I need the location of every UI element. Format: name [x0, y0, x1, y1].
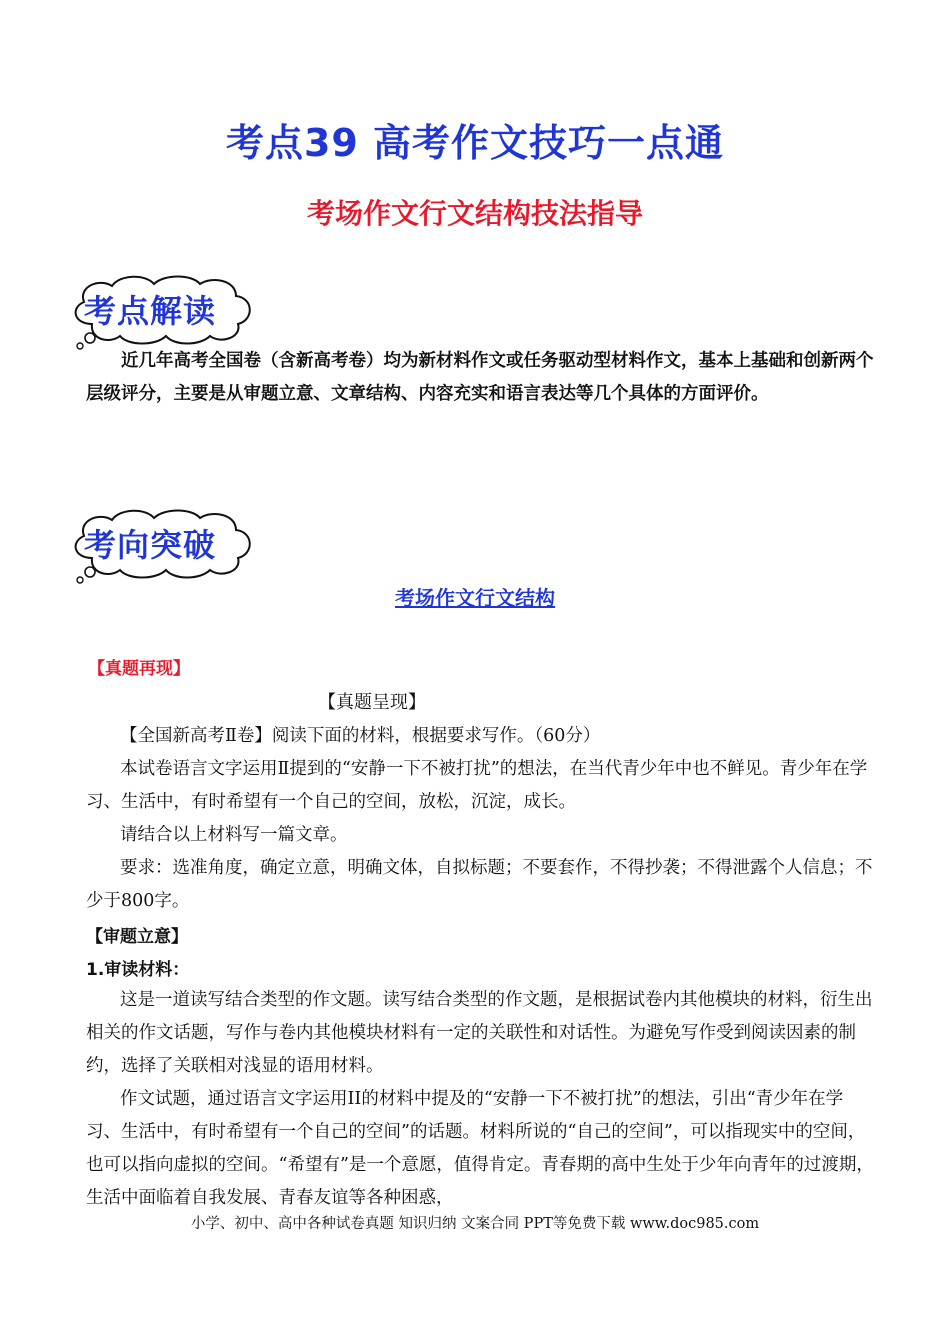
exam-instruction: 请结合以上材料写一篇文章。: [120, 825, 348, 845]
page-title: 考点39 高考作文技巧一点通: [225, 121, 725, 165]
analysis-paragraph-1: 这是一道读写结合类型的作文题。读写结合类型的作文题，是根据试卷内其他模块的材料，衍生出相关的作文话题，写作与卷内其他模块材料有一定的关联性和对话性。为避免写作受到阅读因素的制约，选择了关联相对浅显的语用材料。: [86, 990, 873, 1076]
badge-label: 考点解读: [84, 292, 217, 330]
analysis-paragraph-2: 作文试题，通过语言文字运用II的材料中提及的“安静一下不被打扰”的想法，引出“青少年在学习、生活中，有时希望有一个自己的空间”的话题。材料所说的“自己的空间”，可以指现实中的空间，也可以指向虚拟的空间。“希望有”是一个意愿，值得肯定。青春期的高中生处于少年向青年的过渡期，生活中面临着自我发展、青春友谊等各种困惑，: [86, 1089, 874, 1208]
page-footer: 小学、初中、高中各种试卷真题 知识归纳 文案合同 PPT等免费下载 www.doc985.com: [190, 1216, 760, 1232]
analysis-label: 【审题立意】: [86, 927, 188, 947]
page-subtitle: 考场作文行文结构技法指导: [306, 197, 643, 230]
badge-label: 考向突破: [84, 526, 217, 564]
exam-material: 本试卷语言文字运用Ⅱ提到的“安静一下不被打扰”的想法，在当代青少年中也不鲜见。青少年在学习、生活中，有时希望有一个自己的空间，放松，沉淀，成长。: [86, 759, 868, 812]
intro-paragraph: 近几年高考全国卷（含新高考卷）均为新材料作文或任务驱动型材料作文，基本上基础和创新两个层级评分，主要是从审题立意、文章结构、内容充实和语言表达等几个具体的方面评价。: [86, 351, 874, 404]
real-exam-label: 【真题再现】: [88, 659, 190, 679]
exam-present-label: 【真题呈现】: [318, 692, 426, 713]
section-badge-breakthrough: [64, 506, 260, 586]
section-badge-interpretation: [64, 272, 260, 352]
exam-requirements: 要求：选准角度，确定立意，明确文体，自拟标题；不要套作，不得抄袭；不得泄露个人信息；不少于800字。: [86, 858, 873, 911]
exam-prompt: 【全国新高考Ⅱ卷】阅读下面的材料，根据要求写作。（60分）: [120, 726, 601, 746]
step1-label: 1.审读材料：: [86, 960, 190, 980]
section-heading-link[interactable]: 考场作文行文结构: [395, 586, 555, 610]
